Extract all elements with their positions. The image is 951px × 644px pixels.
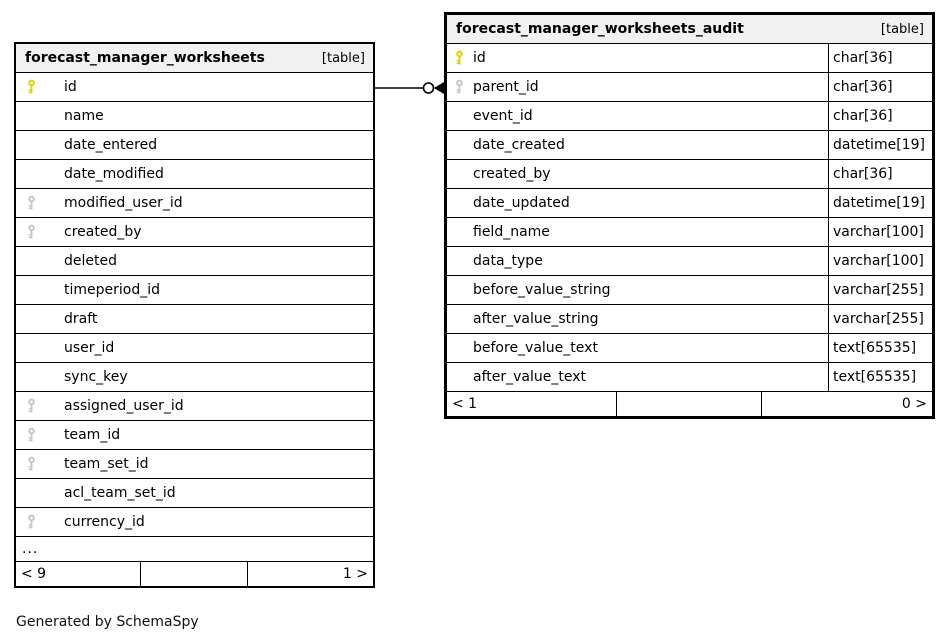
column-type: text[65535] [828, 363, 932, 391]
column-name: date_entered [64, 137, 158, 153]
column-name: draft [64, 311, 98, 327]
column-row [447, 102, 932, 131]
column-type: varchar[100] [828, 247, 932, 275]
column-type: datetime[19] [828, 189, 932, 217]
column-name: event_id [473, 108, 533, 124]
column-name: assigned_user_id [64, 398, 184, 414]
foreign-key-icon [27, 195, 36, 211]
column-type: char[36] [828, 73, 932, 101]
column-type: char[36] [828, 44, 932, 72]
footer-parents-count: < 1 [447, 392, 617, 416]
column-row [447, 189, 932, 218]
column-row [16, 334, 373, 363]
foreign-key-icon [27, 398, 36, 414]
column-name: created_by [473, 166, 551, 182]
column-row [16, 363, 373, 392]
table-badge: [table] [880, 21, 924, 37]
column-row [16, 421, 373, 450]
column-name: after_value_string [473, 311, 599, 327]
footer-parents-count: < 9 [16, 562, 141, 586]
column-name: currency_id [64, 514, 145, 530]
column-name: deleted [64, 253, 117, 269]
column-name: modified_user_id [64, 195, 183, 211]
footer-children-count: 1 > [342, 566, 368, 582]
column-row [447, 131, 932, 160]
column-row [447, 44, 932, 73]
column-name: acl_team_set_id [64, 485, 176, 501]
column-name: date_created [473, 137, 565, 153]
column-row [447, 160, 932, 189]
column-row [16, 247, 373, 276]
column-row [16, 160, 373, 189]
relationship-connector [375, 76, 444, 100]
column-row [16, 508, 373, 537]
foreign-key-icon [27, 456, 36, 472]
foreign-key-icon [455, 79, 464, 95]
column-row [16, 450, 373, 479]
column-name: id [64, 79, 77, 95]
column-name: timeperiod_id [64, 282, 161, 298]
table-footer [447, 392, 932, 416]
column-type: datetime[19] [828, 131, 932, 159]
footer-spacer [617, 392, 763, 416]
column-type: varchar[255] [828, 305, 932, 333]
column-name: team_set_id [64, 456, 149, 472]
table-header[interactable] [447, 15, 932, 44]
table-badge: [table] [321, 50, 365, 66]
primary-key-icon [27, 79, 36, 95]
column-type: char[36] [828, 160, 932, 188]
column-row [16, 479, 373, 508]
column-row [16, 218, 373, 247]
table-footer [16, 562, 373, 586]
column-row [447, 73, 932, 102]
column-name: user_id [64, 340, 115, 356]
column-row [447, 247, 932, 276]
column-type: varchar[100] [828, 218, 932, 246]
column-name: before_value_text [473, 340, 598, 356]
foreign-key-icon [27, 427, 36, 443]
column-name: data_type [473, 253, 543, 269]
column-row [447, 363, 932, 392]
column-type: char[36] [828, 102, 932, 130]
column-row [16, 102, 373, 131]
column-row [16, 305, 373, 334]
foreign-key-icon [27, 514, 36, 530]
column-name: created_by [64, 224, 142, 240]
column-name: name [64, 108, 104, 124]
column-row [16, 189, 373, 218]
column-row [447, 334, 932, 363]
footer-children-count: 0 > [901, 396, 927, 412]
column-row [16, 73, 373, 102]
table-forecast-manager-worksheets-audit[interactable] [444, 12, 935, 419]
zero-or-one-circle-icon [424, 83, 434, 93]
table-forecast-manager-worksheets[interactable] [14, 42, 375, 588]
column-name: date_updated [473, 195, 570, 211]
column-name: field_name [473, 224, 550, 240]
column-name: before_value_string [473, 282, 611, 298]
arrowhead-icon [434, 82, 444, 94]
column-name: sync_key [64, 369, 128, 385]
foreign-key-icon [27, 224, 36, 240]
table-title: forecast_manager_worksheets_audit [456, 21, 744, 37]
column-name: parent_id [473, 79, 539, 95]
column-row [16, 276, 373, 305]
column-type: varchar[255] [828, 276, 932, 304]
more-columns-ellipsis: ... [16, 537, 373, 562]
primary-key-icon [455, 50, 464, 66]
column-name: date_modified [64, 166, 164, 182]
column-name: after_value_text [473, 369, 586, 385]
generator-note: Generated by SchemaSpy [16, 614, 199, 630]
table-title: forecast_manager_worksheets [25, 50, 265, 66]
column-row [16, 131, 373, 160]
column-name: id [473, 50, 486, 66]
table-header[interactable] [16, 44, 373, 73]
column-type: text[65535] [828, 334, 932, 362]
footer-spacer [141, 562, 248, 586]
column-row [447, 305, 932, 334]
column-name: team_id [64, 427, 121, 443]
column-row [447, 276, 932, 305]
column-row [447, 218, 932, 247]
column-row [16, 392, 373, 421]
